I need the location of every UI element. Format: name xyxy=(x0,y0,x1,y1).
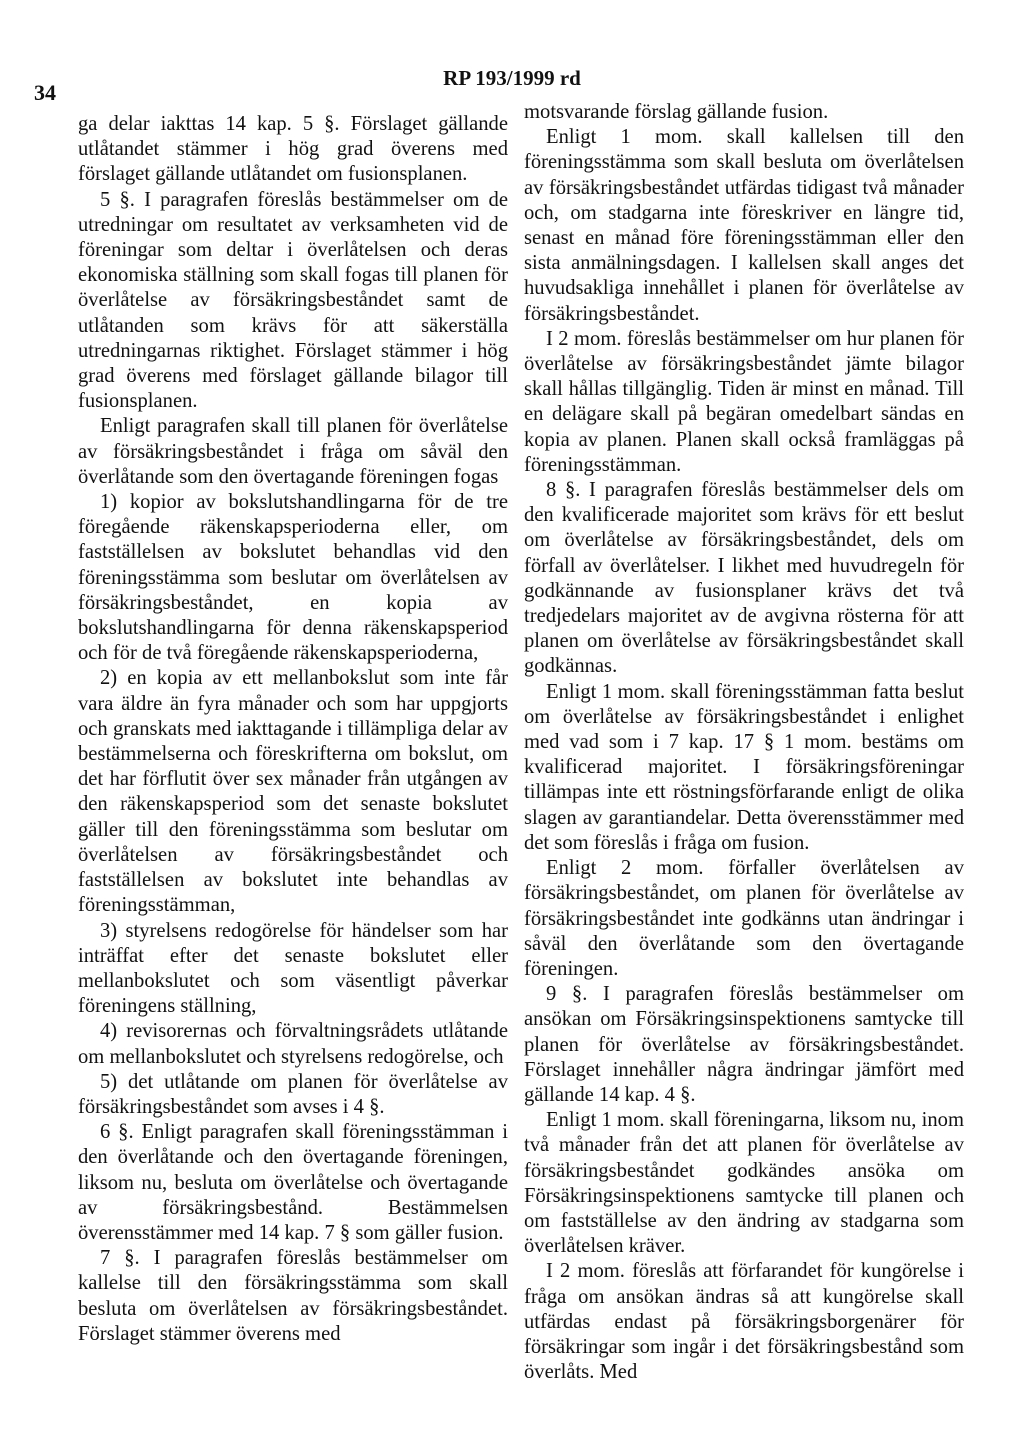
list-item-paragraph: 4) revisorernas och förvaltningsrådets utlåtande om mellanbokslutet och styrelsens redogörelse, och xyxy=(78,1020,508,1068)
body-paragraph: 8 §. I paragrafen föreslås bestämmelser dels om den kvalificerade majoritet som krävs för ett beslut om överlåtelse av försäkringsbeståndet, dels om förfall av överlåtelser. I likhet med huvudregeln för godkännande av fusionsplaner krävs det två tredjedelars majoritet av de avgivna rösterna för att planen om överlåtelse av försäkringsbeståndet skall godkännas. xyxy=(524,479,964,678)
body-paragraph: 6 §. Enligt paragrafen skall föreningsstämman i den överlåtande och den övertagande föreningen, liksom nu, besluta om överlåtelse och övertagande av försäkringsbestånd. Bestämmelsen överensstämmer med 14 kap. 7 § som gäller fusion. xyxy=(78,1121,508,1244)
body-paragraph: 9 §. I paragrafen föreslås bestämmelser om ansökan om Försäkringsinspektionens samtycke till planen för överlåtelse av försäkringsbeståndet. Förslaget innehåller några ändringar jämfört med gällande 14 kap. 4 §. xyxy=(524,983,964,1106)
list-item-paragraph: 3) styrelsens redogörelse för händelser som har inträffat efter det senaste bokslutet eller mellanbokslutet och som väsentligt påverkar föreningens ställning, xyxy=(78,919,508,1018)
list-item-paragraph: 1) kopior av bokslutshandlingarna för de tre föregående räkenskapsperioderna eller, om fastställelsen av bokslutet behandlas vid den föreningsstämma som beslutar om överlåtelsen av försäkringsbeståndet, en kopia av bokslutshandlingarna för denna räkenskapsperiod och för de två föregående räkenskapsperioderna, xyxy=(78,491,508,665)
body-paragraph: I 2 mom. föreslås att förfarandet för kungörelse i fråga om ansökan ändras så att kungörelse skall utfärdas endast på försäkringsborgenärer för försäkringar som ingår i det försäkringsbestånd som överlåts. Med xyxy=(524,1260,964,1384)
body-paragraph: Enligt 1 mom. skall föreningarna, liksom nu, inom två månader från det att planen för överlåtelse av försäkringsbeståndet godkändes ansöka om Försäkringsinspektionens samtycke till planen och om fastställelse av den ändring av stadgarna som överlåtelsen kräver. xyxy=(524,1109,964,1258)
body-paragraph: 7 §. I paragrafen föreslås bestämmelser om kallelse till den försäkringsstämma som skall besluta om överlåtelsen av försäkringsbeståndet. Förslaget stämmer överens med xyxy=(78,1247,508,1345)
left-column xyxy=(78,112,508,1347)
body-paragraph: 5 §. I paragrafen föreslås bestämmelser om de utredningar om resultatet av verksamheten vid de föreningar som deltar i överlåtelsen och deras ekonomiska ställning som skall fogas till planen för överlåtelse av försäkringsbeståndet samt de utlåtanden som krävs för att säkerställa utredningarnas riktighet. Förslaget stämmer i hög grad överens med förslaget gällande bilagor till fusionsplanen. xyxy=(78,188,508,413)
body-paragraph: Enligt 1 mom. skall föreningsstämman fatta beslut om överlåtelse av försäkringsbeståndet i enlighet med vad som i 7 kap. 17 § 1 mom. bestäms om kvalificerad majoritet. I försäkringsföreningar tillämpas inte ett röstningsförfarande enligt de olika slagen av garantiandelar. Detta överensstämmer med det som föreslås i fråga om fusion. xyxy=(524,680,964,854)
list-item-paragraph: 5) det utlåtande om planen för överlåtelse av försäkringsbeståndet som avses i 4 §. xyxy=(78,1070,508,1118)
list-item-paragraph: 2) en kopia av ett mellanbokslut som inte får vara äldre än fyra månader och som har uppgjorts och granskats med iakttagande i tillämpliga delar av bestämmelserna och föreskrifterna om bokslut, om det har förflutit över sex månader från utgången av den räkenskapsperiod som det senaste bokslutet gäller till den föreningsstämma som beslutar om överlåtelsen av försäkringsbeståndet och fastställelsen av bokslutet inte behandlas av föreningsstämman, xyxy=(78,667,508,917)
body-paragraph: I 2 mom. föreslås bestämmelser om hur planen för överlåtelse av försäkringsbeståndet jämte bilagor skall hållas tillgänglig. Tiden är minst en månad. Till en delägare skall på begäran omedelbart sändas en kopia av planen. Planen skall också framläggas på föreningsstämman. xyxy=(524,327,964,476)
body-paragraph: motsvarande förslag gällande fusion. xyxy=(524,101,829,123)
right-column xyxy=(524,100,964,1385)
body-paragraph: Enligt 2 mom. förfaller överlåtelsen av försäkringsbeståndet, om planen för överlåtelse av försäkringsbeståndet inte godkänns utan ändringar i såväl den överlåtande som den övertagande föreningen. xyxy=(524,857,964,980)
body-paragraph: Enligt paragrafen skall till planen för överlåtelse av försäkringsbeståndet i fråga om såväl den överlåtande som den övertagande föreningen fogas xyxy=(78,415,508,488)
page-number: 34 xyxy=(34,80,56,105)
body-paragraph: ga delar iakttas 14 kap. 5 §. Förslaget gällande utlåtandet stämmer i hög grad överens med förslaget gällande utlåtandet om fusionsplanen. xyxy=(78,113,508,186)
running-header: RP 193/1999 rd xyxy=(443,66,581,90)
body-paragraph: Enligt 1 mom. skall kallelsen till den föreningsstämma som skall besluta om överlåtelsen av försäkringsbeståndet utfärdas tidigast två månader och, om stadgarna inte föreskriver en längre tid, senast en månad före föreningsstämman eller den sista anmälningsdagen. I kallelsen skall anges det huvudsakliga innehållet i planen för överlåtelse av försäkringsbeståndet. xyxy=(524,126,964,325)
